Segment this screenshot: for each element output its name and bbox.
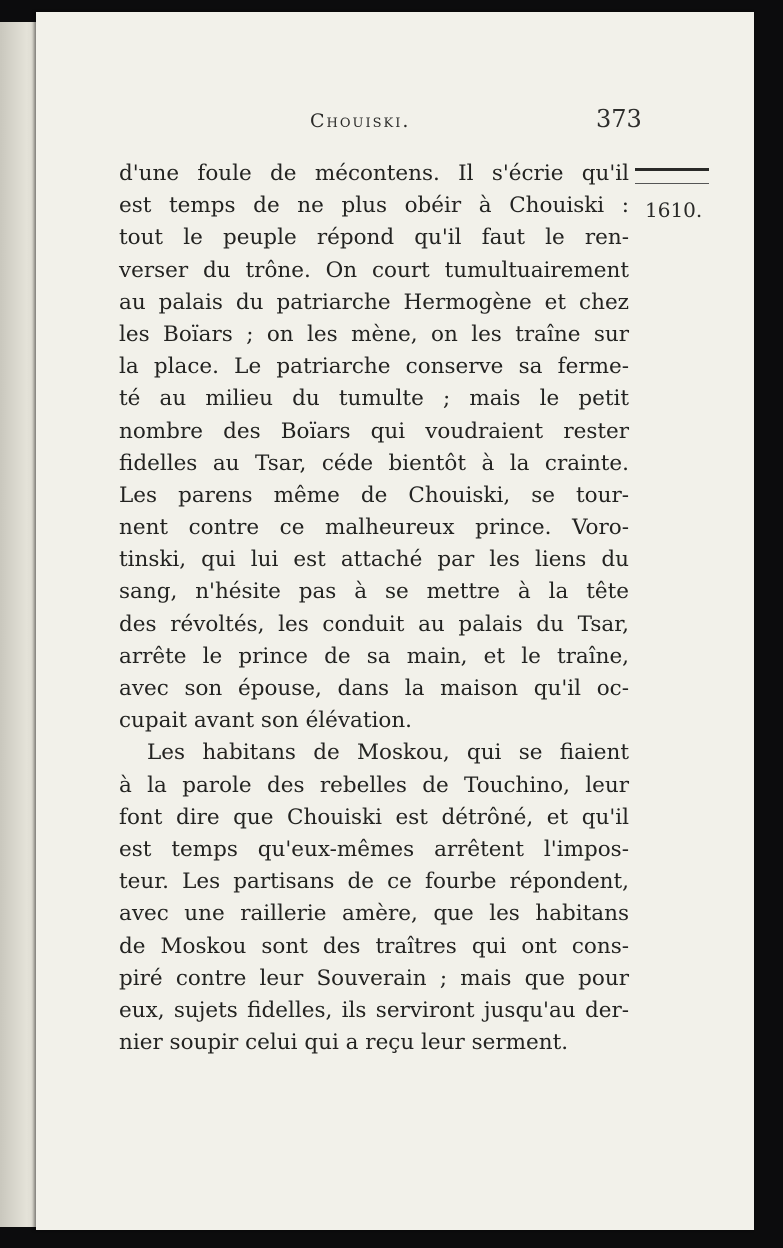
paragraph-1 [119, 158, 629, 737]
page-number: 373 [596, 105, 642, 133]
text-line: avec son épouse, dans la maison qu'il oc- [119, 676, 629, 701]
text-line: verser du trône. On court tumultuairement [119, 257, 629, 283]
margin-rule [635, 168, 709, 184]
body-text [119, 158, 629, 1059]
text-line: Les habitans de Moskou, qui se fiaient [147, 740, 629, 766]
text-line: tout le peuple répond qu'il faut le ren- [119, 225, 629, 251]
text-line: piré contre leur Souverain ; mais que pour [119, 965, 629, 991]
text-line: fidelles au Tsar, céde bientôt à la crainte. [119, 450, 629, 476]
text-line: à la parole des rebelles de Touchino, leur [119, 772, 629, 798]
text-line: avec une raillerie amère, que les habitans [119, 901, 629, 927]
running-title: Chouiski. [310, 110, 411, 132]
paragraph-2 [119, 737, 629, 1059]
text-line: d'une foule de mécontens. Il s'écrie qu'il [119, 161, 629, 186]
text-line: arrête le prince de sa main, et le traîne, [119, 643, 629, 669]
text-line: tinski, qui lui est attaché par les liens du [119, 547, 629, 573]
text-line: eux, sujets fidelles, ils serviront jusqu'au der- [119, 997, 629, 1023]
page-header [36, 105, 754, 140]
text-line: les Boïars ; on les mène, on les traîne sur [119, 321, 629, 347]
text-line: té au milieu du tumulte ; mais le petit [119, 386, 629, 412]
text-line: est temps de ne plus obéir à Chouiski : [119, 193, 629, 219]
text-line: nent contre ce malheureux prince. Voro- [119, 515, 629, 541]
text-line: est temps qu'eux-mêmes arrêtent l'impos- [119, 836, 629, 862]
text-line: font dire que Chouiski est détrôné, et qu'il [119, 804, 629, 830]
text-line: sang, n'hésite pas à se mettre à la tête [119, 579, 629, 605]
text-line: nombre des Boïars qui voudraient rester [119, 418, 629, 444]
text-line: cupait avant son élévation. [119, 708, 413, 734]
text-line: des révoltés, les conduit au palais du Tsar, [119, 611, 629, 637]
text-line: la place. Le patriarche conserve sa ferme- [119, 354, 629, 380]
text-line: au palais du patriarche Hermogène et chez [119, 289, 629, 315]
text-line: de Moskou sont des traîtres qui ont cons- [119, 933, 629, 959]
text-line: nier soupir celui qui a reçu leur serment. [119, 1030, 569, 1056]
text-line: Les parens même de Chouiski, se tour- [119, 482, 629, 508]
text-line: teur. Les partisans de ce fourbe répondent, [119, 869, 629, 895]
margin-year: 1610. [645, 198, 703, 222]
book-page [36, 12, 754, 1230]
